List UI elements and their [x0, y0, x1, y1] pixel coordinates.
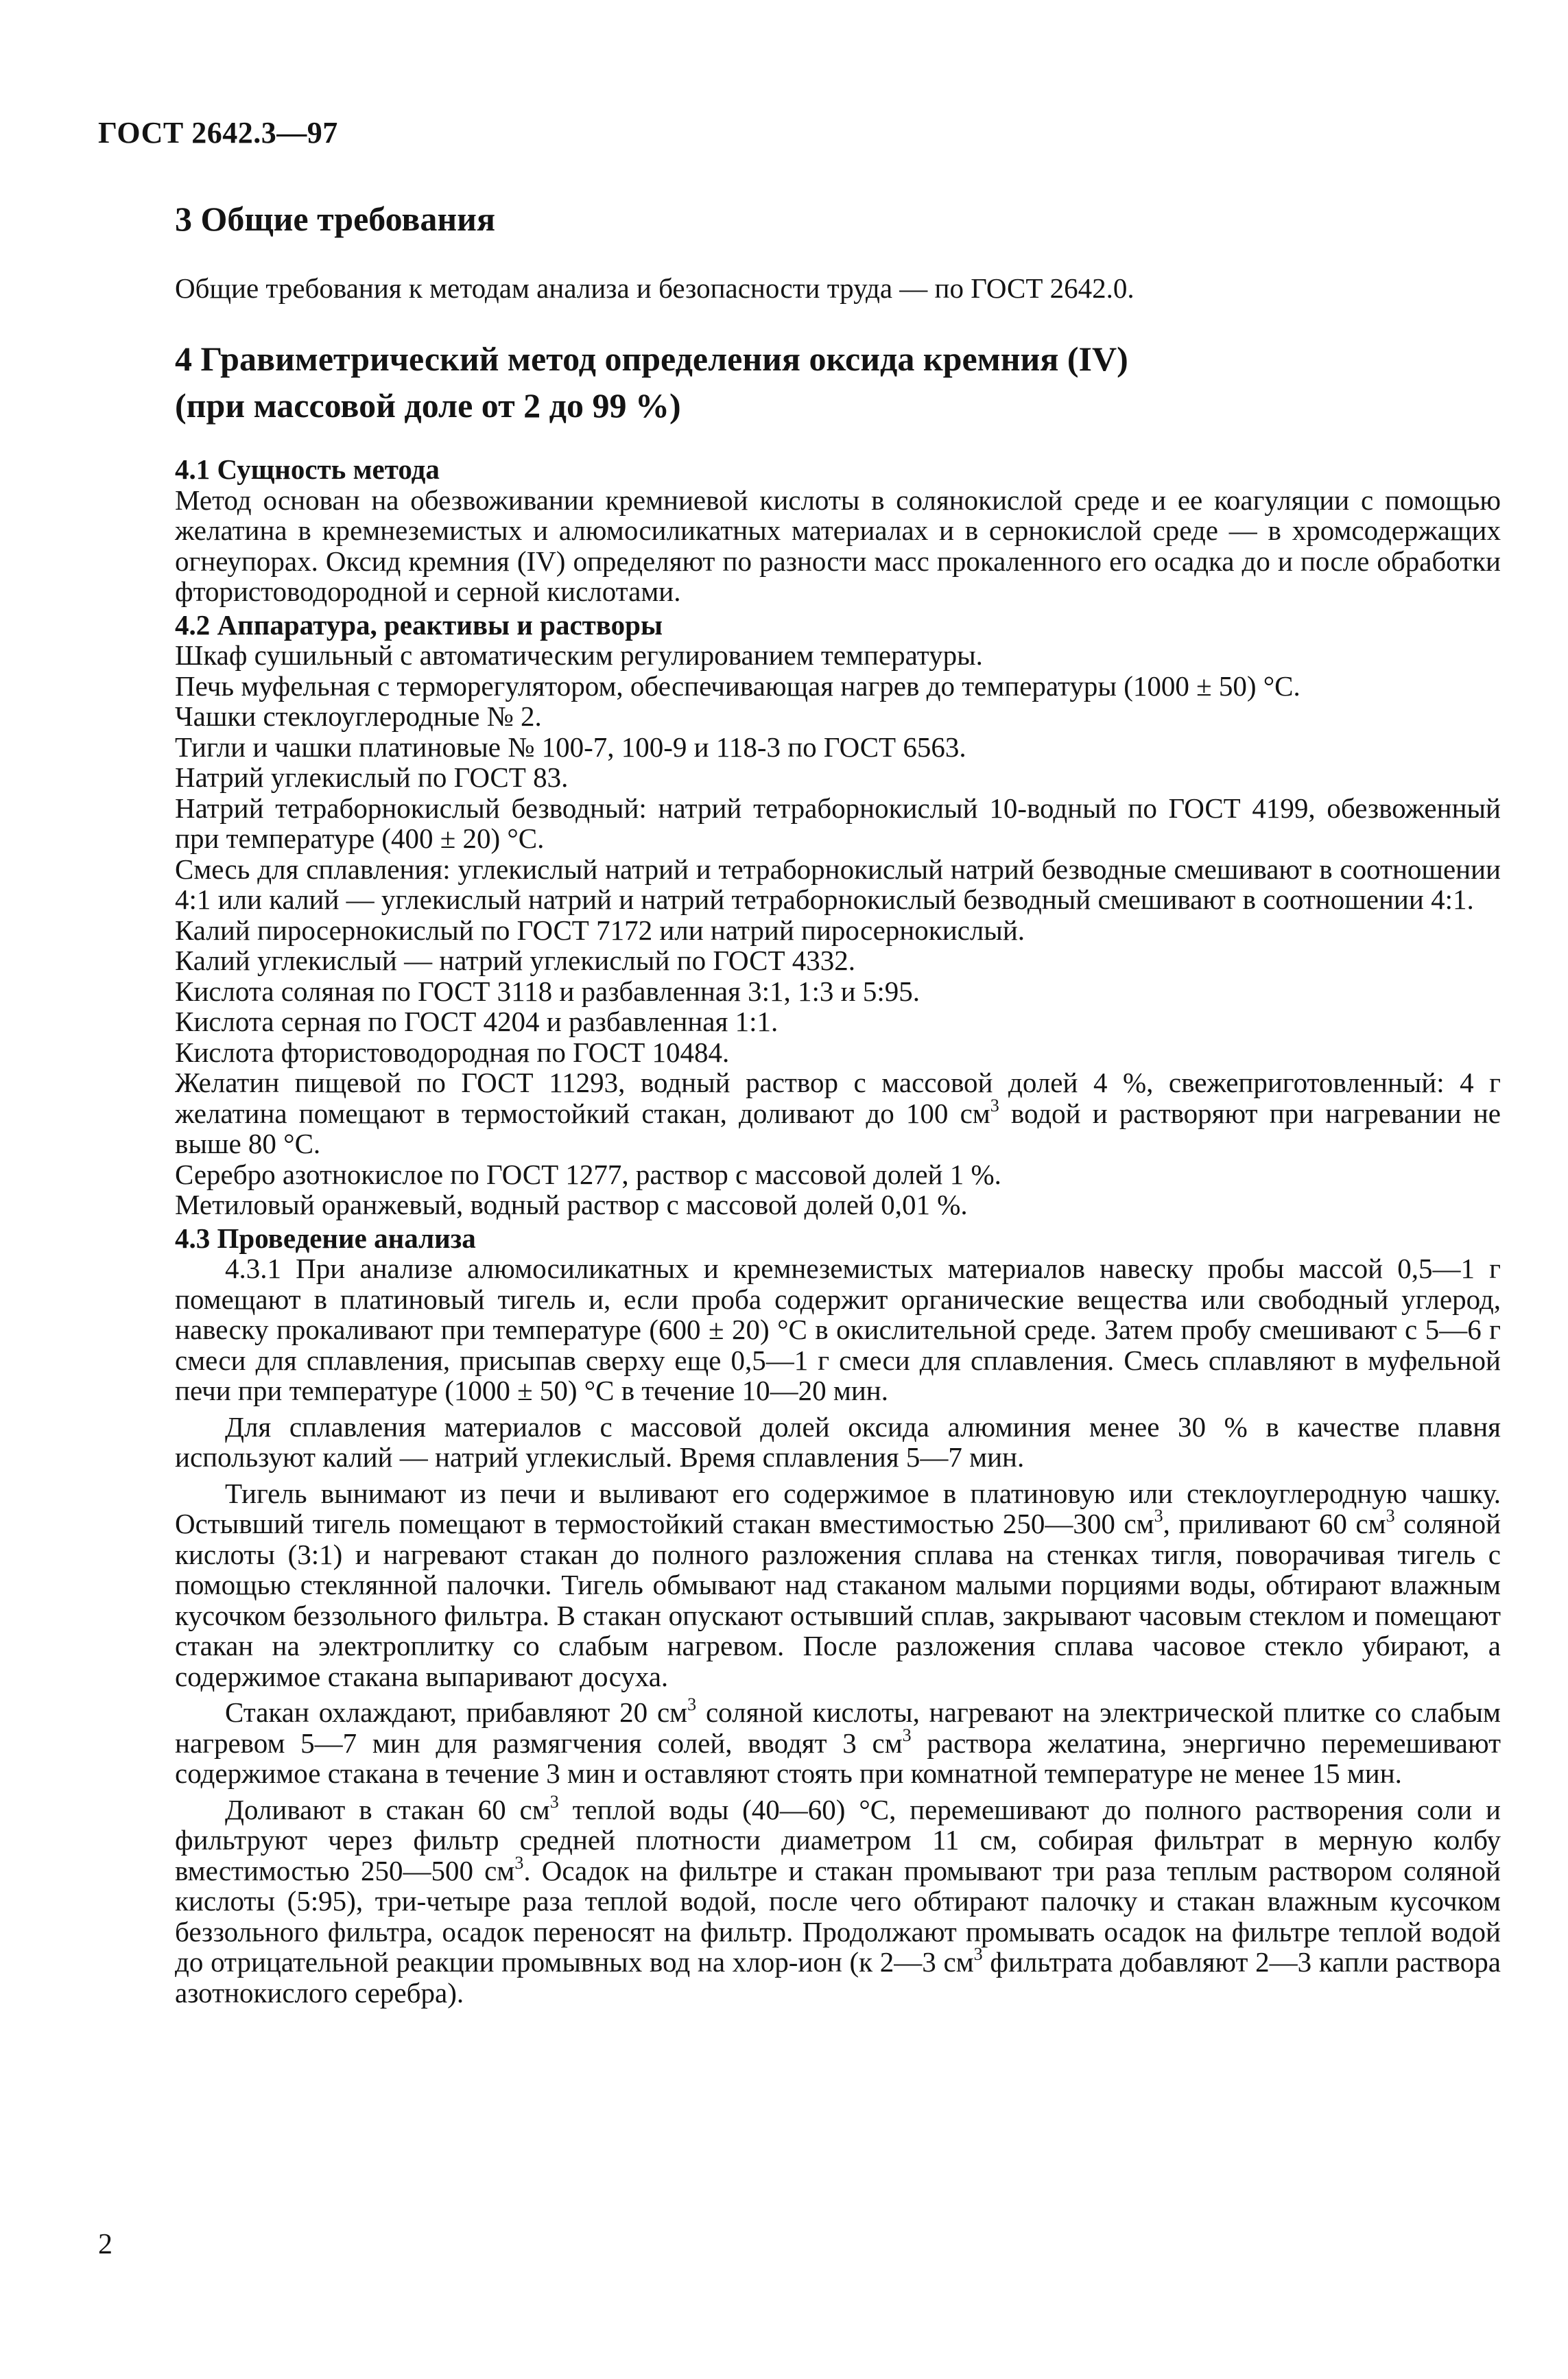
reagent-item: Кислота фтористоводородная по ГОСТ 10484.: [175, 1036, 730, 1068]
reagent-item: Смесь для сплавления: углекислый натрий и тетраборнокислый натрий безводные смешивают в соотношении 4:1 или калий — углекислый натрий и натрий тетраборнокислый безводный смешивают в соотношении 4:1.: [175, 853, 1501, 915]
subsection-4-2-title: 4.2 Аппаратура, реактивы и растворы: [175, 608, 663, 641]
subsection-4-1-title: 4.1 Сущность метода: [175, 453, 440, 485]
reagent-item: Кислота серная по ГОСТ 4204 и разбавленная 1:1.: [175, 1006, 779, 1037]
reagent-item: Серебро азотнокислое по ГОСТ 1277, раствор с массовой долей 1 %.: [175, 1158, 1001, 1190]
page-number: 2: [98, 2229, 112, 2260]
reagent-item: Калий углекислый — натрий углекислый по ГОСТ 4332.: [175, 945, 856, 976]
reagent-item: Натрий тетраборнокислый безводный: натрий тетраборнокислый 10-водный по ГОСТ 4199, обезвоженный при температуре (400 ± 20) °С.: [175, 792, 1501, 854]
section-3-text: Общие требования к методам анализа и безопасности труда — по ГОСТ 2642.0.: [175, 272, 1135, 304]
reagent-item: Чашки стеклоуглеродные № 2.: [175, 700, 542, 732]
reagent-item: Кислота соляная по ГОСТ 3118 и разбавленная 3:1, 1:3 и 5:95.: [175, 975, 920, 1007]
reagent-item: Метиловый оранжевый, водный раствор с массовой долей 0,01 %.: [175, 1189, 968, 1220]
paragraph-alumina: Для сплавления материалов с массовой долей оксида алюминия менее 30 % в качестве плавня используют калий — натрий углекислый. Время сплавления 5—7 мин.: [175, 1410, 1501, 1473]
reagent-item: Калий пиросернокислый по ГОСТ 7172 или натрий пиросернокислый.: [175, 914, 1025, 946]
section-4-title-line1: 4 Гравиметрический метод определения оксида кремния (IV): [175, 340, 1128, 378]
reagent-item: Тигли и чашки платиновые № 100-7, 100-9 и 118-3 по ГОСТ 6563.: [175, 731, 966, 763]
paragraph-filtration: Доливают в стакан 60 $см^3$ теплой воды (40—60) °С, перемешивают до полного растворения соли и фильтруют через фильтр средней плотности диаметром 11 см, собирая фильтрат в мерную колбу вместимостью 250—500 $см^3$. Осадок на фильтре и стакан промывают три раза теплым раствором соляной кислоты (5:95), три-четыре раза теплой водой, после чего обтирают палочку и стакан влажным кусочком беззольного фильтра, осадок переносят на фильтр. Продолжают промывать осадок на фильтре теплой водой до отрицательной реакции промывных вод на хлор-ион (к 2—3 $см^3$ фильтрата добавляют 2—3 капли раствора азотнокислого серебра).: [175, 1791, 1501, 2009]
reagent-item-gelatin: Желатин пищевой по ГОСТ 11293, водный раствор с массовой долей 4 %, свежеприготовленный: 4 г желатина помещают в термостойкий стакан, доливают до 100 $см^3$ водой и растворяют при нагревании не выше 80 °С.: [175, 1067, 1501, 1159]
reagent-item: Печь муфельная с терморегулятором, обеспечивающая нагрев до температуры (1000 ± 50) °С.: [175, 670, 1300, 702]
section-3-title: 3 Общие требования: [175, 200, 496, 238]
section-4-body: [175, 451, 1501, 2008]
paragraph-cooling: Стакан охлаждают, прибавляют 20 $см^3$ соляной кислоты, нагревают на электрической плитке со слабым нагревом 5—7 мин для размягчения солей, вводят 3 $см^3$ раствора желатина, энергично перемешивают содержимое стакана в течение 3 мин и оставляют стоять при комнатной температуре не менее 15 мин.: [175, 1694, 1501, 1789]
section-4-title-line2: (при массовой доле от 2 до 99 %): [175, 386, 681, 425]
reagent-item: Шкаф сушильный с автоматическим регулированием температуры.: [175, 639, 983, 671]
reagent-item: Натрий углекислый по ГОСТ 83.: [175, 761, 569, 793]
subsection-4-1-text: Метод основан на обезвоживании кремниевой кислоты в солянокислой среде и ее коагуляции с помощью желатина в кремнеземистых и алюмосиликатных материалах и в сернокислой среде — в хромсодержащих огнеупорах. Оксид кремния (IV) определяют по разности масс прокаленного его осадка до и после обработки фтористоводородной и серной кислотами.: [175, 484, 1501, 607]
paragraph-4-3-1: 4.3.1 При анализе алюмосиликатных и кремнеземистых материалов навеску пробы массой 0,5—1 г помещают в платиновый тигель и, если проба содержит органические вещества или свободный углерод, навеску прокаливают при температуре (600 ± 20) °С в окислительной среде. Затем пробу смешивают с 5—6 г смеси для сплавления, присыпав сверху еще 0,5—1 г смеси для сплавления. Смесь сплавляют в муфельной печи при температуре (1000 ± 50) °С в течение 10—20 мин.: [175, 1253, 1501, 1406]
paragraph-crucible: Тигель вынимают из печи и выливают его содержимое в платиновую или стеклоуглеродную чашку. Остывший тигель помещают в термостойкий стакан вместимостью 250—300 $см^3$, приливают 60 $см^3$ соляной кислоты (3:1) и нагревают стакан до полного разложения сплава на стенках тигля, поворачивая тигель с помощью стеклянной палочки. Тигель обмывают над стаканом малыми порциями воды, обтирают влажным кусочком беззольного фильтра. В стакан опускают остывший сплав, закрывают часовым стеклом и помещают стакан на электроплитку со слабым нагревом. После разложения сплава часовое стекло убирают, а содержимое стакана выпаривают досуха.: [175, 1477, 1501, 1692]
subsection-4-3-title: 4.3 Проведение анализа: [175, 1222, 476, 1254]
document-header: ГОСТ 2642.3—97: [98, 116, 338, 150]
